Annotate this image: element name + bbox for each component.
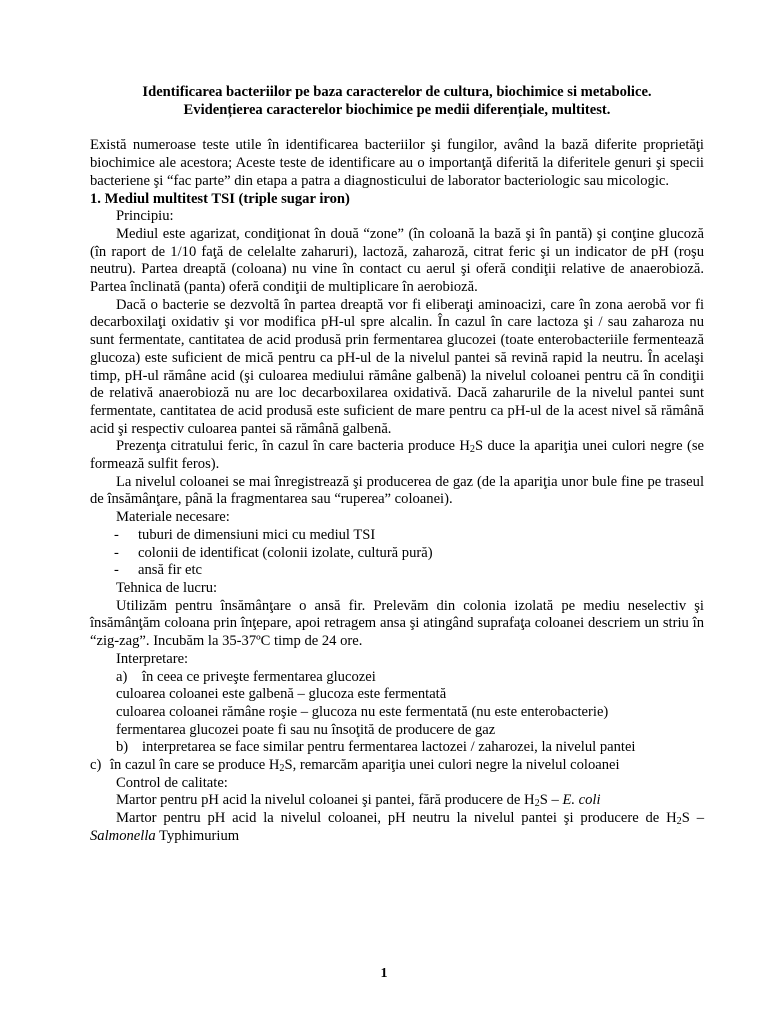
interpretare-line: fermentarea glucozei poate fi sau nu însoţită de producere de gaz — [116, 721, 496, 738]
control-line-1: Martor pentru pH acid la nivelul coloanei şi pantei, fără producere de $H_2S$ – E. coli — [116, 792, 601, 810]
principiu-label: Principiu: — [116, 208, 174, 225]
title-line-1: Identificarea bacteriilor pe baza caracterelor de cultura, biochimice si metabolice. — [142, 84, 652, 100]
control-line-2: Martor pentru pH acid la nivelul coloanei, pH neutru la nivelul pantei şi producere de $H_2S$ – Salmonella Typhimurium — [90, 810, 704, 844]
interpretare-item-c: c) în cazul în care se produce $H_2S$, remarcăm apariţia unei culori negre la nivelul coloanei — [90, 757, 620, 775]
title-line-2: Evidențierea caracterelor biochimice pe medii diferențiale, multitest. — [183, 101, 611, 118]
materiale-label: Materiale necesare: — [116, 509, 230, 526]
interpretare-line: culoarea coloanei este galbenă – glucoza este fermentată — [116, 686, 447, 703]
tehnica-label: Tehnica de lucru: — [116, 579, 218, 596]
document-page — [90, 84, 704, 846]
principiu-paragraph-1: Mediul este agarizat, condiţionat în două “zone” (în coloană la bază şi în pantă) şi conţine glucoză (în raport de 1/10 faţă de celelalte zaharuri), lactoză, zaharoză, citrat feric şi un indicator de pH (roşu neutru). Partea dreaptă (coloana) nu vine în contact cu aerul şi oferă condiţii relative de anaerobioză. Partea înclinată (panta) oferă condiţii de multiplicare în aerobioză. — [90, 225, 704, 296]
interpretare-label: Interpretare: — [116, 650, 189, 667]
principiu-paragraph-4: La nivelul coloanei se mai înregistrează şi producerea de gaz (de la apariţia unor bule fine pe traseul de însămânţare, până la fragmentarea sau “ruperea” coloanei). — [90, 473, 704, 508]
interpretare-item-a: a) în ceea ce priveşte fermentarea glucozei — [116, 668, 376, 685]
list-item: - colonii de identificat (colonii izolate, cultură pură) — [114, 544, 433, 561]
list-item: - ansă fir etc — [114, 562, 203, 579]
interpretare-item-b: b) interpretarea se face similar pentru fermentarea lactozei / zaharozei, la nivelul pantei — [116, 739, 636, 756]
principiu-paragraph-2: Dacă o bacterie se dezvoltă în partea dreaptă vor fi eliberaţi aminoacizi, care în zona aerobă vor fi decarboxilaţi oxidativ şi vor modifica pH-ul spre alcalin. În cazul în care lactoza şi / sau zaharoza nu sunt fermentate, cantitatea de acid produsă prin fermentarea glucozei (toate enterobacteriile fermentează glucoza) este suficient de mică pentru ca pH-ul de la nivelul pantei să revină rapid la neutru. În acelaşi timp, pH-ul rămâne acid (şi culoarea mediului rămâne galbenă) la nivelul coloanei pentru că în condiţii de relativă anaerobioză nu are loc decarboxilarea oxidativă. Dacă zaharurile de la nivelul pantei sunt fermentate, cantitatea de acid produsă este suficient de mare pentru ca pH-ul de la acest nivel să rămână acid şi respectiv culoarea pantei să rămână galbenă. — [90, 296, 704, 437]
intro-paragraph: Există numeroase teste utile în identificarea bacteriilor şi fungilor, având la bază diferite proprietăţi biochimice ale acestora; Aceste teste de identificare au o importanţă diferită la diferitele genuri şi specii bacteriene şi “fac parte” din etapa a patra a diagnosticului de laborator bacteriologic sau micologic. — [90, 137, 704, 189]
list-item: - tuburi de dimensiuni mici cu mediul TSI — [114, 526, 376, 543]
control-label: Control de calitate: — [116, 774, 228, 791]
tehnica-paragraph: Utilizăm pentru însămânţare o ansă fir. Prelevăm din colonia izolată pe mediu neselectiv şi însămânţăm coloana prin înţepare, apoi retragem ansa şi atingând suprafaţa coloanei descriem un striu în “zig-zag”. Incubăm la 35-37ºC timp de 24 ore. — [90, 597, 704, 650]
section-heading: 1. Mediul multitest TSI (triple sugar iron) — [90, 190, 350, 207]
page-number: 1 — [380, 966, 388, 981]
principiu-paragraph-3: Prezenţa citratului feric, în cazul în care bacteria produce $H_2S$ duce la apariţia unei culori negre (se formează sulfit feros). — [90, 438, 704, 473]
interpretare-line: culoarea coloanei rămâne roşie – glucoza nu este fermentată (nu este enterobacterie) — [116, 703, 609, 720]
